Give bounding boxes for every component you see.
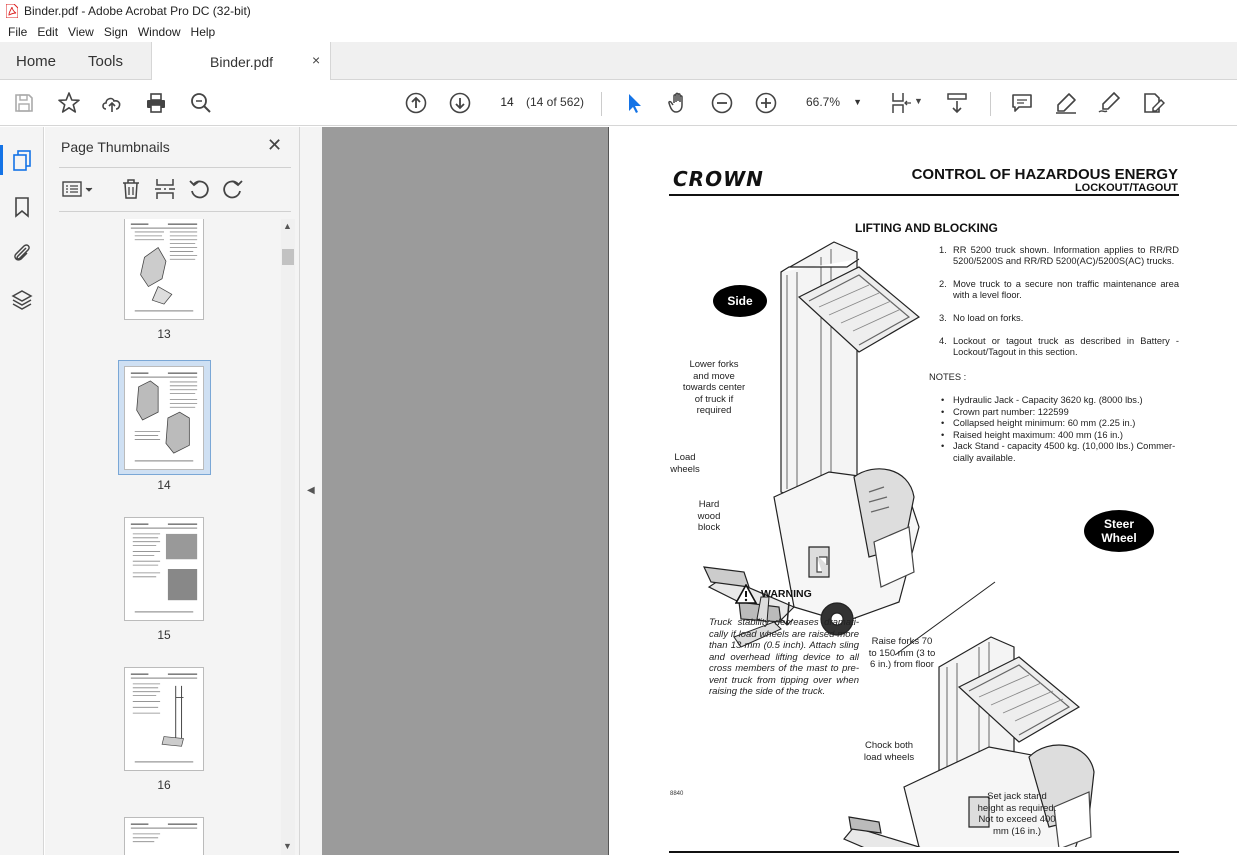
close-icon[interactable]: ✕ bbox=[267, 135, 283, 155]
warning-text: Truck stability decreases dramati-cally if load wheels are raised more than 13 mm (0.5 inch). Attach sling and overhead lifting device to all cross members of the mast to pre-vent truck from tipping over when raising the side of the truck. bbox=[709, 617, 859, 697]
document-area[interactable] bbox=[322, 127, 1237, 855]
list-item: 3. No load on forks. bbox=[939, 313, 1024, 323]
panel-toolbar bbox=[59, 177, 289, 203]
page-number-input[interactable]: 14 bbox=[500, 95, 514, 109]
load-wheels-callout: Load wheels bbox=[670, 452, 700, 475]
divider bbox=[59, 211, 291, 212]
upload-icon[interactable] bbox=[100, 91, 124, 115]
rotate-right-icon[interactable] bbox=[221, 177, 245, 201]
scroll-down-icon[interactable]: ▼ bbox=[283, 841, 292, 851]
chevron-down-icon: ▼ bbox=[853, 97, 862, 107]
thumbnail-page-15[interactable] bbox=[124, 517, 204, 621]
delete-page-icon[interactable] bbox=[119, 177, 143, 201]
tab-document-label: Binder.pdf bbox=[210, 54, 274, 70]
hard-wood-callout: Hard wood block bbox=[697, 499, 721, 533]
edit-pdf-icon[interactable] bbox=[1141, 91, 1165, 115]
menu-sign[interactable]: Sign bbox=[103, 25, 128, 39]
page-fit-icon[interactable] bbox=[889, 91, 913, 115]
menu-bar bbox=[0, 22, 1237, 42]
save-icon[interactable] bbox=[12, 91, 36, 115]
list-item: 4. Lockout or tagout truck as described in Battery - Lockout/Tagout in this section. bbox=[939, 336, 1179, 357]
thumbnails-panel bbox=[45, 127, 299, 855]
window-title: Binder.pdf - Adobe Acrobat Pro DC (32-bit) bbox=[24, 4, 251, 18]
zoom-select[interactable] bbox=[796, 91, 864, 113]
list-item: • Collapsed height minimum: 60 mm (2.25 in.) bbox=[941, 418, 1181, 430]
menu-window[interactable]: Window bbox=[137, 25, 181, 39]
title-bar bbox=[0, 0, 1237, 22]
thumbnail-page-number: 14 bbox=[157, 478, 171, 492]
bookmark-star-icon[interactable] bbox=[57, 91, 81, 115]
menu-help[interactable]: Help bbox=[190, 25, 216, 39]
section-heading: LIFTING AND BLOCKING bbox=[855, 221, 998, 235]
list-item: • Raised height maximum: 400 mm (16 in.) bbox=[941, 430, 1181, 442]
scroll-up-icon[interactable]: ▲ bbox=[283, 221, 292, 231]
tab-close-button[interactable]: × bbox=[312, 52, 321, 68]
thumbnail-scrollbar[interactable] bbox=[281, 219, 295, 855]
highlight-icon[interactable] bbox=[1054, 91, 1078, 115]
active-indicator bbox=[0, 145, 3, 175]
lower-forks-callout: Lower forks and move towards center of truck if required bbox=[682, 359, 746, 416]
page-up-icon[interactable] bbox=[404, 91, 428, 115]
zoom-value: 66.7% bbox=[806, 95, 841, 109]
hand-icon[interactable] bbox=[666, 91, 690, 115]
tab-bar bbox=[0, 42, 1237, 80]
bookmarks-icon[interactable] bbox=[11, 196, 33, 218]
pdf-page bbox=[608, 127, 1237, 855]
crown-logo: CROWN bbox=[673, 167, 764, 191]
left-rail bbox=[0, 127, 44, 855]
divider bbox=[59, 167, 291, 168]
panel-collapse-handle[interactable] bbox=[299, 127, 322, 855]
list-item: • Crown part number: 122599 bbox=[941, 407, 1181, 419]
rotate-left-icon[interactable] bbox=[187, 177, 211, 201]
notes-label: NOTES : bbox=[929, 372, 967, 382]
steer-wheel-label: Steer Wheel bbox=[1084, 510, 1154, 552]
chevron-down-icon[interactable]: ▼ bbox=[914, 96, 923, 106]
search-zoom-icon[interactable] bbox=[189, 91, 213, 115]
thumbnail-page-14[interactable] bbox=[124, 366, 204, 470]
toolbar-divider bbox=[990, 92, 991, 116]
select-cursor-icon[interactable] bbox=[622, 91, 646, 115]
footer-rule bbox=[669, 851, 1179, 853]
toolbar-divider bbox=[601, 92, 602, 116]
tab-home[interactable]: Home bbox=[16, 53, 57, 70]
list-item: • Hydraulic Jack - Capacity 3620 kg. (8000 lbs.) bbox=[941, 395, 1181, 407]
page-title: CONTROL OF HAZARDOUS ENERGY bbox=[911, 166, 1178, 183]
insert-page-icon[interactable] bbox=[153, 177, 177, 201]
thumbnail-page-number: 15 bbox=[157, 628, 171, 642]
thumbnail-page-number: 16 bbox=[157, 778, 171, 792]
figure-code: 8840 bbox=[670, 791, 684, 797]
zoom-out-icon[interactable] bbox=[710, 91, 734, 115]
print-icon[interactable] bbox=[144, 91, 168, 115]
page-thumbnails-icon[interactable] bbox=[11, 149, 33, 171]
menu-view[interactable]: View bbox=[68, 25, 94, 39]
warning-icon bbox=[735, 584, 757, 604]
list-item: 2. Move truck to a secure non traffic maintenance area with a level floor. bbox=[939, 279, 1179, 300]
scrollbar-thumb[interactable] bbox=[282, 249, 294, 265]
list-item: 1. RR 5200 truck shown. Information applies to RR/RD 5200/5200S and RR/RD 5200(AC)/5200S(AC) trucks. bbox=[939, 245, 1179, 266]
page-count: (14 of 562) bbox=[526, 95, 585, 109]
scroll-mode-icon[interactable] bbox=[945, 91, 969, 115]
sign-icon[interactable] bbox=[1097, 91, 1121, 115]
menu-edit[interactable]: Edit bbox=[37, 25, 59, 39]
side-label: Side bbox=[713, 285, 767, 317]
thumbnail-page-17[interactable] bbox=[124, 817, 204, 855]
jack-stand-callout: Set jack stand height as required. Not to exceed 400 mm (16 in.) bbox=[977, 791, 1057, 837]
thumbnail-options-icon[interactable] bbox=[61, 177, 95, 201]
thumbnail-page-16[interactable] bbox=[124, 667, 204, 771]
panel-title: Page Thumbnails bbox=[61, 139, 170, 155]
attachments-icon[interactable] bbox=[11, 242, 33, 264]
page-down-icon[interactable] bbox=[448, 91, 472, 115]
comment-icon[interactable] bbox=[1010, 91, 1034, 115]
raise-forks-callout: Raise forks 70 to 150 mm (3 to 6 in.) from floor bbox=[868, 636, 936, 670]
collapse-arrow-icon: ◀ bbox=[307, 485, 315, 496]
thumbnail-page-number: 13 bbox=[157, 327, 171, 341]
tab-tools[interactable]: Tools bbox=[88, 53, 124, 70]
thumbnail-page-13[interactable] bbox=[124, 219, 204, 320]
thumbnail-list bbox=[45, 219, 281, 855]
tab-document[interactable] bbox=[151, 42, 331, 80]
toolbar bbox=[0, 80, 1237, 126]
pdf-file-icon bbox=[6, 4, 18, 18]
list-item: • Jack Stand - capacity 4500 kg. (10,000 lbs.) Commer-cially available. bbox=[941, 441, 1181, 464]
chock-callout: Chock both load wheels bbox=[863, 740, 915, 763]
zoom-in-icon[interactable] bbox=[754, 91, 778, 115]
header-rule bbox=[669, 194, 1179, 196]
layers-icon[interactable] bbox=[11, 289, 33, 311]
menu-file[interactable]: File bbox=[8, 25, 28, 39]
warning-heading: WARNING bbox=[735, 584, 812, 604]
page-subtitle: LOCKOUT/TAGOUT bbox=[1074, 182, 1178, 194]
